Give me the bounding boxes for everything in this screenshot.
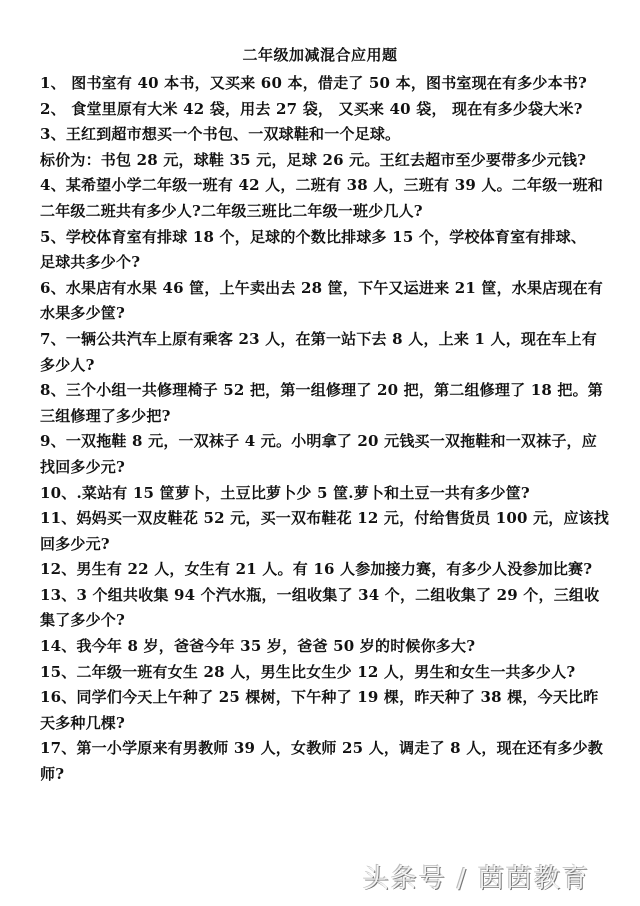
- text-line: 8、三个小组一共修理椅子 52 把，第一组修理了 20 把，第二组修理了 18 把。第: [40, 381, 603, 400]
- text-line: 3、王红到超市想买一个书包、一双球鞋和一个足球。: [40, 125, 401, 144]
- text-line: 师?: [40, 765, 65, 784]
- text-line: 12、男生有 22 人，女生有 21 人。有 16 人参加接力赛，有多少人没参加比赛?: [40, 560, 593, 579]
- text-line: 1、 图书室有 40 本书，又买来 60 本，借走了 50 本，图书室现在有多少本书?: [40, 74, 588, 92]
- text-line: 17、第一小学原来有男教师 39 人，女教师 25 人，调走了 8 人，现在还有多少教: [40, 739, 603, 758]
- text-line: 16、同学们今天上午种了 25 棵树，下午种了 19 棵，昨天种了 38 棵，今天比昨: [40, 688, 599, 707]
- text-line: 水果多少筐?: [40, 304, 125, 323]
- problem-list: [40, 71, 615, 788]
- watermark: 头条号 / 茵茵教育: [362, 864, 590, 894]
- text-line: 11、妈妈买一双皮鞋花 52 元，买一双布鞋花 12 元，付给售货员 100 元，应该找: [40, 509, 610, 528]
- text-line: 15、二年级一班有女生 28 人，男生比女生少 12 人，男生和女生一共多少人?: [40, 662, 576, 681]
- text-line: 二年级二班共有多少人?二年级三班比二年级一班少几人?: [40, 201, 423, 220]
- text-line: 4、某希望小学二年级一班有 42 人，二班有 38 人，三班有 39 人。二年级一班和: [40, 176, 603, 195]
- text-line: 2、 食堂里原有大米 42 袋，用去 27 袋， 又买来 40 袋， 现在有多少袋大米?: [40, 99, 583, 118]
- document-title: 二年级加减混合应用题: [242, 46, 398, 64]
- text-line: 5、学校体育室有排球 18 个，足球的个数比排球多 15 个，学校体育室有排球、: [40, 227, 587, 246]
- text-line: 标价为：书包 28 元，球鞋 35 元，足球 26 元。王红去超市至少要带多少元钱?: [40, 150, 587, 169]
- text-line: 找回多少元?: [40, 457, 125, 476]
- text-line: 回多少元?: [40, 534, 110, 553]
- text-line: 天多种几棵?: [40, 713, 125, 732]
- text-line: 9、一双拖鞋 8 元，一双袜子 4 元。小明拿了 20 元钱买一双拖鞋和一双袜子，应: [40, 432, 597, 451]
- text-line: 7、一辆公共汽车上原有乘客 23 人，在第一站下去 8 人，上来 1 人，现在车上有: [40, 329, 597, 348]
- text-line: 足球共多少个?: [40, 253, 141, 272]
- text-line: 集了多少个?: [40, 611, 125, 630]
- text-line: 10、.菜站有 15 筐萝卜，土豆比萝卜少 5 筐.萝卜和土豆一共有多少筐?: [40, 483, 530, 502]
- text-line: 14、我今年 8 岁，爸爸今年 35 岁，爸爸 50 岁的时候你多大?: [40, 637, 476, 656]
- text-line: 13、3 个组共收集 94 个汽水瓶，一组收集了 34 个，二组收集了 29 个，三组收: [40, 585, 600, 604]
- text-line: 多少人?: [40, 355, 95, 374]
- text-line: 三组修理了多少把?: [40, 406, 171, 425]
- text-line: 6、水果店有水果 46 筐，上午卖出去 28 筐，下午又运进来 21 筐，水果店现在有: [40, 278, 603, 297]
